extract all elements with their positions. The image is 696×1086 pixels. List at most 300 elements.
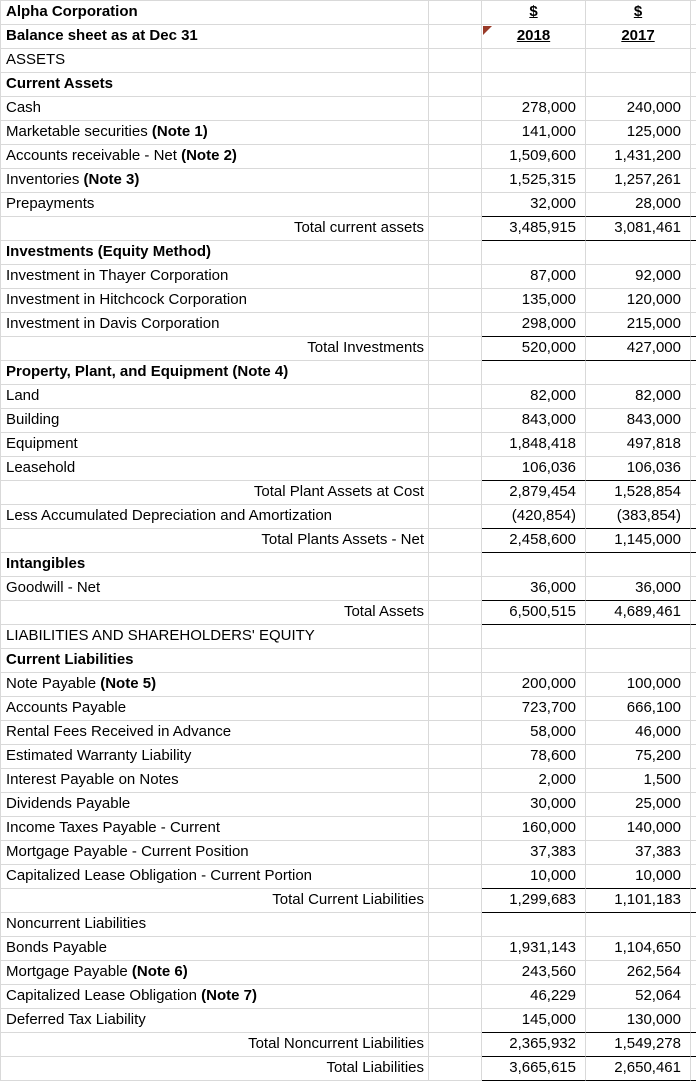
row-label-cell[interactable]: [1, 745, 429, 769]
value-2018-cell[interactable]: [482, 337, 586, 361]
value-2017: 4,689,461: [614, 603, 681, 620]
row-label-cell[interactable]: [1, 49, 429, 73]
spacer-cell[interactable]: [429, 529, 482, 553]
row-label-cell[interactable]: [1, 505, 429, 529]
row-label-cell[interactable]: [1, 961, 429, 985]
row-label-cell[interactable]: [1, 913, 429, 937]
row-label-cell[interactable]: [1, 1033, 429, 1057]
value-2017-cell[interactable]: [586, 769, 691, 793]
edge-cell: [691, 193, 696, 217]
value-2018: 200,000: [521, 675, 576, 692]
row-label: Total Investments: [307, 339, 424, 356]
row-label: ASSETS: [6, 51, 66, 68]
spacer-cell[interactable]: [429, 217, 482, 241]
value-2017-cell[interactable]: [586, 457, 691, 481]
value-2018: 82,000: [530, 387, 576, 404]
edge-cell: [691, 529, 696, 553]
row-label-cell[interactable]: [1, 649, 429, 673]
value-2017: 140,000: [626, 819, 681, 836]
value-2017: 1,431,200: [614, 147, 681, 164]
value-2018-cell[interactable]: [482, 601, 586, 625]
spacer-cell[interactable]: [429, 313, 482, 337]
value-2018-cell[interactable]: [482, 697, 586, 721]
sheet-row: [1, 1, 696, 25]
spacer-cell[interactable]: [429, 1, 482, 25]
value-2017-cell[interactable]: [586, 817, 691, 841]
spacer-cell[interactable]: [429, 145, 482, 169]
value-2017-cell[interactable]: [586, 121, 691, 145]
spacer-cell[interactable]: [429, 457, 482, 481]
edge-cell: [691, 169, 696, 193]
value-2017-cell[interactable]: [586, 337, 691, 361]
value-2018-cell[interactable]: [482, 649, 586, 673]
value-2017-cell[interactable]: [586, 481, 691, 505]
edge-cell: [691, 337, 696, 361]
sheet-row: [1, 673, 696, 697]
value-2018: 3,665,615: [509, 1059, 576, 1076]
value-2017: 125,000: [626, 123, 681, 140]
spacer-cell[interactable]: [429, 337, 482, 361]
row-label-cell[interactable]: [1, 937, 429, 961]
value-2017-cell[interactable]: [586, 577, 691, 601]
value-2018: 36,000: [530, 579, 576, 596]
spacer-cell[interactable]: [429, 961, 482, 985]
spacer-cell[interactable]: [429, 481, 482, 505]
spacer-cell[interactable]: [429, 817, 482, 841]
value-2017-cell[interactable]: [586, 25, 691, 49]
spacer-cell[interactable]: [429, 865, 482, 889]
row-label: Less Accumulated Depreciation and Amortization: [6, 507, 333, 524]
value-2018-cell[interactable]: [482, 1, 586, 25]
value-2018: 723,700: [521, 699, 576, 716]
value-2018: 58,000: [530, 723, 576, 740]
row-label: Dividends Payable: [6, 795, 131, 812]
value-2018-cell[interactable]: [482, 913, 586, 937]
value-2018-cell[interactable]: [482, 553, 586, 577]
value-2017-cell[interactable]: [586, 145, 691, 169]
sheet-row: [1, 745, 696, 769]
row-label-cell[interactable]: [1, 985, 429, 1009]
value-2017-cell[interactable]: [586, 961, 691, 985]
row-label: Capitalized Lease Obligation: [6, 987, 202, 1004]
row-label-cell[interactable]: [1, 529, 429, 553]
spacer-cell[interactable]: [429, 193, 482, 217]
value-2017-cell[interactable]: [586, 1057, 691, 1081]
value-2017-cell[interactable]: [586, 937, 691, 961]
sheet-row: [1, 49, 696, 73]
value-2018-cell[interactable]: [482, 793, 586, 817]
edge-cell: [691, 265, 696, 289]
spacer-cell[interactable]: [429, 385, 482, 409]
row-label-cell[interactable]: [1, 673, 429, 697]
value-2017-cell[interactable]: [586, 361, 691, 385]
row-label-cell[interactable]: [1, 721, 429, 745]
value-2018-cell[interactable]: [482, 769, 586, 793]
value-2018-cell[interactable]: [482, 817, 586, 841]
edge-cell: [691, 481, 696, 505]
value-2017-cell[interactable]: [586, 1, 691, 25]
edge-cell: [691, 793, 696, 817]
spacer-cell[interactable]: [429, 121, 482, 145]
spacer-cell[interactable]: [429, 49, 482, 73]
spacer-cell[interactable]: [429, 1057, 482, 1081]
edge-cell: [691, 817, 696, 841]
value-2018-cell[interactable]: [482, 457, 586, 481]
sheet-row: [1, 289, 696, 313]
value-2017-cell[interactable]: [586, 1033, 691, 1057]
value-2017-cell[interactable]: [586, 625, 691, 649]
row-label: Alpha Corporation: [6, 3, 138, 20]
value-2018-cell[interactable]: [482, 721, 586, 745]
value-2017-cell[interactable]: [586, 433, 691, 457]
row-label: Mortgage Payable - Current Position: [6, 843, 249, 860]
sheet-row: [1, 625, 696, 649]
row-label-cell[interactable]: [1, 889, 429, 913]
value-2018-cell[interactable]: [482, 145, 586, 169]
row-label: Deferred Tax Liability: [6, 1011, 146, 1028]
sheet-row: [1, 553, 696, 577]
value-2018-cell[interactable]: [482, 1057, 586, 1081]
spacer-cell[interactable]: [429, 721, 482, 745]
edge-cell: [691, 145, 696, 169]
value-2018-cell[interactable]: [482, 169, 586, 193]
sheet-row: [1, 865, 696, 889]
spacer-cell[interactable]: [429, 673, 482, 697]
row-label: Income Taxes Payable - Current: [6, 819, 220, 836]
value-2018-cell[interactable]: [482, 865, 586, 889]
value-2018: 2,458,600: [509, 531, 576, 548]
edge-cell: [691, 505, 696, 529]
value-2018-cell[interactable]: [482, 625, 586, 649]
row-label-cell[interactable]: [1, 73, 429, 97]
row-label-cell[interactable]: [1, 385, 429, 409]
value-2018-cell[interactable]: [482, 217, 586, 241]
value-2018: 32,000: [530, 195, 576, 212]
sheet-row: [1, 385, 696, 409]
value-2017: 37,383: [635, 843, 681, 860]
row-label-cell[interactable]: [1, 1009, 429, 1033]
row-label-cell[interactable]: [1, 361, 429, 385]
sheet-row: [1, 193, 696, 217]
row-label-cell[interactable]: [1, 841, 429, 865]
edge-cell: [691, 865, 696, 889]
spacer-cell[interactable]: [429, 409, 482, 433]
spacer-cell[interactable]: [429, 169, 482, 193]
spacer-cell[interactable]: [429, 553, 482, 577]
edge-cell: [691, 649, 696, 673]
spacer-cell[interactable]: [429, 73, 482, 97]
value-2018-cell[interactable]: [482, 1009, 586, 1033]
row-label-cell[interactable]: [1, 409, 429, 433]
value-2018: (420,854): [511, 507, 576, 524]
value-2017-cell[interactable]: [586, 49, 691, 73]
row-label-note: (Note 6): [131, 963, 188, 980]
value-2017: 1,257,261: [614, 171, 681, 188]
value-2017: 1,101,183: [614, 891, 681, 908]
row-label: Property, Plant, and Equipment (Note 4): [6, 363, 289, 380]
spacer-cell[interactable]: [429, 745, 482, 769]
row-label-cell[interactable]: [1, 577, 429, 601]
value-2017-cell[interactable]: [586, 313, 691, 337]
row-label-cell[interactable]: [1, 457, 429, 481]
row-label-cell[interactable]: [1, 241, 429, 265]
edge-cell: [691, 241, 696, 265]
row-label-cell[interactable]: [1, 769, 429, 793]
value-2017-cell[interactable]: [586, 841, 691, 865]
sheet-row: [1, 457, 696, 481]
value-2018-cell[interactable]: [482, 433, 586, 457]
value-2017: 52,064: [635, 987, 681, 1004]
value-2018: 1,931,143: [509, 939, 576, 956]
spacer-cell[interactable]: [429, 265, 482, 289]
value-2017-cell[interactable]: [586, 169, 691, 193]
value-2018-cell[interactable]: [482, 1033, 586, 1057]
edge-cell: [691, 1009, 696, 1033]
edge-cell: [691, 745, 696, 769]
edge-cell: [691, 985, 696, 1009]
row-label: Mortgage Payable: [6, 963, 132, 980]
edge-cell: [691, 217, 696, 241]
sheet-row: [1, 121, 696, 145]
spacer-cell[interactable]: [429, 937, 482, 961]
value-2018-cell[interactable]: [482, 313, 586, 337]
row-label-note: (Note 1): [151, 123, 208, 140]
value-2017: 28,000: [635, 195, 681, 212]
spacer-cell[interactable]: [429, 97, 482, 121]
edge-cell: [691, 721, 696, 745]
value-2017: 1,104,650: [614, 939, 681, 956]
row-label: Interest Payable on Notes: [6, 771, 179, 788]
value-2018-cell[interactable]: [482, 985, 586, 1009]
value-2018-cell[interactable]: [482, 481, 586, 505]
sheet-row: [1, 73, 696, 97]
row-label: Noncurrent Liabilities: [6, 915, 147, 932]
spacer-cell[interactable]: [429, 25, 482, 49]
row-label-note: (Note 2): [181, 147, 237, 164]
spacer-cell[interactable]: [429, 1009, 482, 1033]
value-2018: 520,000: [521, 339, 576, 356]
value-2017: 240,000: [626, 99, 681, 116]
value-2017-cell[interactable]: [586, 1009, 691, 1033]
row-label-cell[interactable]: [1, 601, 429, 625]
row-label: Total Current Liabilities: [272, 891, 424, 908]
value-2018-cell[interactable]: [482, 529, 586, 553]
spacer-cell[interactable]: [429, 505, 482, 529]
value-2018-cell[interactable]: [482, 673, 586, 697]
row-label: Total current assets: [293, 219, 424, 236]
row-label-cell[interactable]: [1, 433, 429, 457]
sheet-row: [1, 505, 696, 529]
row-label-note: (Note 7): [201, 987, 257, 1004]
spacer-cell[interactable]: [429, 841, 482, 865]
value-2018-cell[interactable]: [482, 385, 586, 409]
row-label-cell[interactable]: [1, 865, 429, 889]
edge-cell: [691, 673, 696, 697]
value-2017-cell[interactable]: [586, 697, 691, 721]
value-2017: 1,528,854: [614, 483, 681, 500]
row-label-cell[interactable]: [1, 169, 429, 193]
value-2017: 2017: [621, 27, 655, 44]
row-label: Bonds Payable: [6, 939, 107, 956]
row-label: Land: [6, 387, 40, 404]
value-2018-cell[interactable]: [482, 961, 586, 985]
row-label-cell[interactable]: [1, 697, 429, 721]
value-2017: 262,564: [626, 963, 681, 980]
value-2017-cell[interactable]: [586, 73, 691, 97]
spacer-cell[interactable]: [429, 361, 482, 385]
spacer-cell[interactable]: [429, 697, 482, 721]
value-2017: 92,000: [635, 267, 681, 284]
spacer-cell[interactable]: [429, 289, 482, 313]
value-2017-cell[interactable]: [586, 193, 691, 217]
row-label: Leasehold: [6, 459, 76, 476]
spacer-cell[interactable]: [429, 1033, 482, 1057]
value-2017-cell[interactable]: [586, 97, 691, 121]
value-2017: 46,000: [635, 723, 681, 740]
value-2018: 10,000: [530, 867, 576, 884]
value-2017: 1,145,000: [614, 531, 681, 548]
edge-cell: [691, 49, 696, 73]
edge-cell: [691, 289, 696, 313]
value-2018: 37,383: [530, 843, 576, 860]
value-2018-cell[interactable]: [482, 841, 586, 865]
row-label: Marketable securities: [6, 123, 152, 140]
value-2017-cell[interactable]: [586, 385, 691, 409]
value-2017-cell[interactable]: [586, 289, 691, 313]
value-2017-cell[interactable]: [586, 649, 691, 673]
sheet-row: [1, 409, 696, 433]
value-2017: 25,000: [635, 795, 681, 812]
value-2017-cell[interactable]: [586, 889, 691, 913]
row-label-cell[interactable]: [1, 289, 429, 313]
row-label-cell[interactable]: [1, 793, 429, 817]
value-2018-cell[interactable]: [482, 409, 586, 433]
row-label-cell[interactable]: [1, 1, 429, 25]
value-2018-cell[interactable]: [482, 73, 586, 97]
edge-cell: [691, 433, 696, 457]
value-2017-cell[interactable]: [586, 409, 691, 433]
spacer-cell[interactable]: [429, 913, 482, 937]
row-label: Current Assets: [6, 75, 113, 92]
row-label-cell[interactable]: [1, 1057, 429, 1081]
sheet-row: [1, 721, 696, 745]
spacer-cell[interactable]: [429, 433, 482, 457]
row-label: LIABILITIES AND SHAREHOLDERS' EQUITY: [6, 627, 315, 644]
sheet-row: [1, 577, 696, 601]
sheet-row: [1, 361, 696, 385]
value-2018: 2,879,454: [509, 483, 576, 500]
value-2018-cell[interactable]: [482, 241, 586, 265]
value-2017-cell[interactable]: [586, 265, 691, 289]
value-2018-cell[interactable]: [482, 889, 586, 913]
row-label: Building: [6, 411, 60, 428]
row-label-cell[interactable]: [1, 25, 429, 49]
row-label-cell[interactable]: [1, 121, 429, 145]
value-2018-cell[interactable]: [482, 121, 586, 145]
value-2018-cell[interactable]: [482, 97, 586, 121]
row-label-cell[interactable]: [1, 193, 429, 217]
row-label: Estimated Warranty Liability: [6, 747, 192, 764]
row-label-cell[interactable]: [1, 481, 429, 505]
value-2018: 1,299,683: [509, 891, 576, 908]
spacer-cell[interactable]: [429, 985, 482, 1009]
row-label: Investments (Equity Method): [6, 243, 212, 260]
row-label-cell[interactable]: [1, 817, 429, 841]
edge-cell: [691, 361, 696, 385]
value-2017-cell[interactable]: [586, 241, 691, 265]
value-2018-cell[interactable]: [482, 289, 586, 313]
value-2017: $: [633, 3, 643, 20]
value-2017: 427,000: [626, 339, 681, 356]
value-2017-cell[interactable]: [586, 865, 691, 889]
value-2017-cell[interactable]: [586, 673, 691, 697]
spacer-cell[interactable]: [429, 793, 482, 817]
sheet-row: [1, 169, 696, 193]
row-label-cell[interactable]: [1, 217, 429, 241]
value-2018-cell[interactable]: [482, 265, 586, 289]
row-label: Total Plants Assets - Net: [261, 531, 424, 548]
value-2018-cell[interactable]: [482, 361, 586, 385]
value-2018-cell[interactable]: [482, 49, 586, 73]
value-2017-cell[interactable]: [586, 601, 691, 625]
value-2018: 78,600: [530, 747, 576, 764]
spacer-cell[interactable]: [429, 577, 482, 601]
spacer-cell[interactable]: [429, 769, 482, 793]
row-label-cell[interactable]: [1, 97, 429, 121]
spacer-cell[interactable]: [429, 601, 482, 625]
value-2017-cell[interactable]: [586, 217, 691, 241]
value-2017: 120,000: [626, 291, 681, 308]
edge-cell: [691, 577, 696, 601]
value-2018-cell[interactable]: [482, 577, 586, 601]
comment-indicator-icon: [483, 26, 492, 35]
value-2017-cell[interactable]: [586, 985, 691, 1009]
spacer-cell[interactable]: [429, 649, 482, 673]
value-2017-cell[interactable]: [586, 745, 691, 769]
value-2018: 135,000: [521, 291, 576, 308]
edge-cell: [691, 625, 696, 649]
value-2017-cell[interactable]: [586, 913, 691, 937]
value-2017-cell[interactable]: [586, 505, 691, 529]
spacer-cell[interactable]: [429, 889, 482, 913]
value-2018: 1,509,600: [509, 147, 576, 164]
value-2018-cell[interactable]: [482, 505, 586, 529]
spacer-cell[interactable]: [429, 241, 482, 265]
value-2017: 36,000: [635, 579, 681, 596]
row-label-cell[interactable]: [1, 625, 429, 649]
row-label-cell[interactable]: [1, 553, 429, 577]
edge-cell: [691, 1057, 696, 1081]
value-2018-cell[interactable]: [482, 193, 586, 217]
row-label-cell[interactable]: [1, 145, 429, 169]
row-label-cell[interactable]: [1, 265, 429, 289]
value-2018-cell[interactable]: [482, 937, 586, 961]
value-2018: 843,000: [521, 411, 576, 428]
sheet-row: [1, 1033, 696, 1057]
value-2017-cell[interactable]: [586, 553, 691, 577]
row-label-cell[interactable]: [1, 313, 429, 337]
value-2017-cell[interactable]: [586, 721, 691, 745]
row-label-cell[interactable]: [1, 337, 429, 361]
spacer-cell[interactable]: [429, 625, 482, 649]
value-2018: 2,365,932: [509, 1035, 576, 1052]
value-2017-cell[interactable]: [586, 793, 691, 817]
value-2017-cell[interactable]: [586, 529, 691, 553]
value-2018-cell[interactable]: [482, 745, 586, 769]
edge-cell: [691, 1033, 696, 1057]
value-2018-cell[interactable]: [482, 25, 586, 49]
value-2017: 106,036: [626, 459, 681, 476]
